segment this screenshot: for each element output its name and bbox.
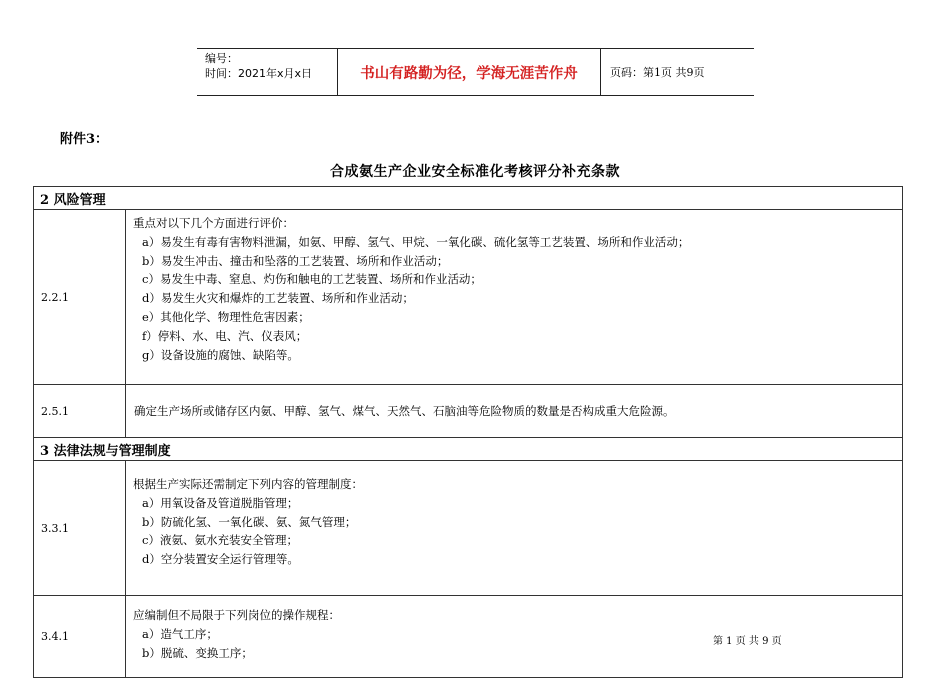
clause-content xyxy=(126,210,903,385)
table-row xyxy=(34,385,903,438)
section-heading-row xyxy=(34,187,903,210)
section-heading: 2 风险管理 xyxy=(34,187,903,210)
list-item: b）脱硫、变换工序； xyxy=(142,645,253,660)
clause-content xyxy=(126,596,903,678)
attachment-label: 附件3： xyxy=(60,132,109,147)
clause-code: 3.3.1 xyxy=(34,461,126,596)
list-item: b）易发生冲击、撞击和坠落的工艺装置、场所和作业活动； xyxy=(142,253,449,268)
list-item: b）防硫化氢、一氧化碳、氨、氮气管理； xyxy=(142,514,357,529)
table-row xyxy=(34,461,903,596)
list-item: c）易发生中毒、窒息、灼伤和触电的工艺装置、场所和作业活动； xyxy=(142,272,482,287)
header-time-label: 时间：2021年x月x日 xyxy=(205,67,313,80)
clause-code: 3.4.1 xyxy=(34,596,126,678)
list-item: f）停料、水、电、汽、仪表风； xyxy=(142,328,308,343)
clause-content xyxy=(126,461,903,596)
page-header xyxy=(197,48,754,96)
clause-code: 2.5.1 xyxy=(34,385,126,438)
criteria-table xyxy=(33,186,903,678)
header-slogan: 书山有路勤为径，学海无涯苦作舟 xyxy=(337,49,601,95)
header-page-code: 页码：第1页 共9页 xyxy=(610,66,705,79)
header-number-label: 编号： xyxy=(205,52,238,65)
page-footer: 第 1 页 共 9 页 xyxy=(713,636,782,647)
list-item: c）液氨、氨水充装安全管理； xyxy=(142,533,298,548)
section-heading-row xyxy=(34,438,903,461)
table-row xyxy=(34,210,903,385)
list-item: d）空分装置安全运行管理等。 xyxy=(142,552,299,567)
clause-intro: 重点对以下几个方面进行评价： xyxy=(133,216,294,230)
clause-content: 确定生产场所或储存区内氨、甲醇、氢气、煤气、天然气、石脑油等危险物质的数量是否构成重大危险源。 xyxy=(126,385,903,438)
list-item: a）易发生有毒有害物料泄漏，如氨、甲醇、氢气、甲烷、一氧化碳、硫化氢等工艺装置、场所和作业活动； xyxy=(142,234,690,249)
clause-intro: 根据生产实际还需制定下列内容的管理制度： xyxy=(133,477,363,491)
list-item: g）设备设施的腐蚀、缺陷等。 xyxy=(142,347,299,362)
list-item: e）其他化学、物理性危害因素； xyxy=(142,309,310,324)
list-item: a）造气工序； xyxy=(142,626,218,641)
list-item: a）用氧设备及管道脱脂管理； xyxy=(142,495,299,510)
list-item: d）易发生火灾和爆炸的工艺装置、场所和作业活动； xyxy=(142,291,414,306)
clause-code: 2.2.1 xyxy=(34,210,126,385)
clause-intro: 应编制但不局限于下列岗位的操作规程： xyxy=(133,608,340,622)
header-meta xyxy=(197,49,337,95)
section-heading: 3 法律法规与管理制度 xyxy=(34,438,903,461)
document-title: 合成氨生产企业安全标准化考核评分补充条款 xyxy=(330,164,620,180)
